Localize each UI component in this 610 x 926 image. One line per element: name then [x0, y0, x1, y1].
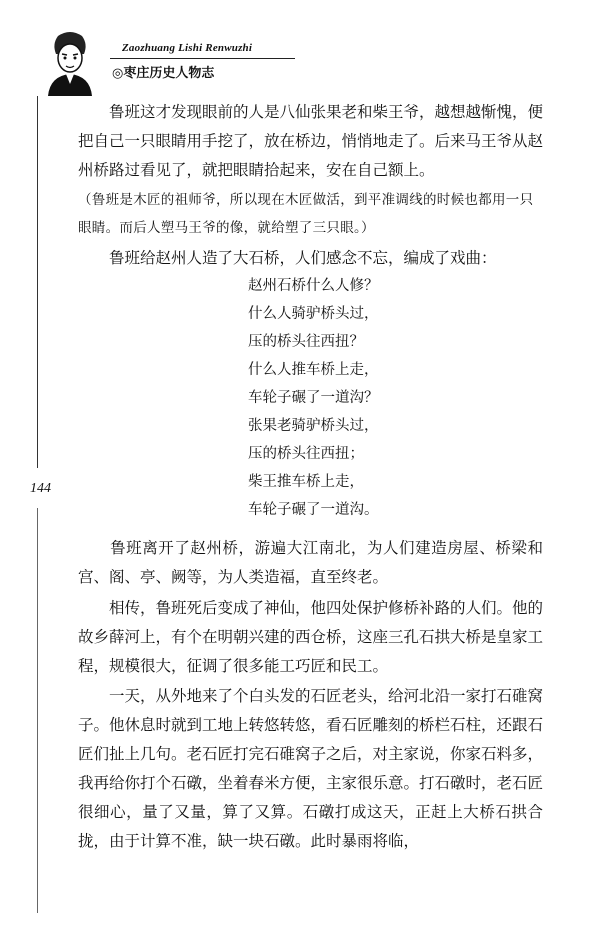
paragraph: 鲁班离开了赵州桥，游遍大江南北，为人们建造房屋、桥梁和宫、阁、亭、阙等，为人类造福，直至终老。: [78, 539, 543, 586]
series-title-english: Zaozhuang Lishi Renwuzhi: [122, 42, 253, 54]
verse-line: 压的桥头往西扭；: [248, 446, 364, 462]
verse-line: 车轮子碾了一道沟？: [248, 390, 379, 406]
verse-line: 压的桥头往西扭？: [248, 334, 364, 350]
annotation-note: （鲁班是木匠的祖师爷，所以现在木匠做活，到平准调线的时候也都用一只眼睛。而后人塑马王爷的像，就给塑了三只眼。）: [78, 192, 534, 236]
paragraph: 鲁班这才发现眼前的人是八仙张果老和柴王爷，越想越惭愧，便把自己一只眼睛用手挖了，放在桥边，悄悄地走了。后来马王爷从赵州桥路过看见了，就把眼睛拾起来，安在自己额上。: [78, 103, 544, 179]
series-title-chinese: ◎枣庄历史人物志: [112, 66, 215, 81]
verse-line: 什么人骑驴桥头过，: [248, 306, 379, 322]
verse-line: 柴王推车桥上走，: [248, 474, 364, 490]
verse-line: 赵州石桥什么人修？: [248, 278, 379, 294]
running-header: [40, 28, 290, 98]
header-rule: [110, 58, 295, 59]
verse-line: 车轮子碾了一道沟。: [248, 502, 379, 518]
verse-line: 张果老骑驴桥头过，: [248, 418, 379, 434]
paragraph: 相传，鲁班死后变成了神仙，他四处保护修桥补路的人们。他的故乡薛河上，有个在明朝兴建的西仓桥，这座三孔石拱大桥是皇家工程，规模很大，征调了很多能工巧匠和民工。: [78, 599, 544, 675]
paragraph: 一天，从外地来了个白头发的石匠老头，给河北沿一家打石碓窝子。他休息时就到工地上转悠转悠，看石匠雕刻的桥栏石柱，还跟石匠们扯上几句。老石匠打完石碓窝子之后，对主家说，你家石料多，我再给你打个石礅，坐着春米方便，主家很乐意。打石礅时，老石匠很细心，量了又量，算了又算。石礅打成这天，正赶上大桥石拱合拢，由于计算不准，缺一块石礅。此时暴雨将临，: [78, 687, 544, 850]
margin-rule-lower: [37, 508, 38, 913]
paragraph: 鲁班给赵州人造了大石桥，人们感念不忘，编成了戏曲：: [78, 249, 497, 267]
portrait-icon: [40, 28, 100, 96]
margin-rule: [37, 96, 38, 468]
page-number: 144: [30, 481, 51, 496]
verse-line: 什么人推车桥上走，: [248, 362, 379, 378]
